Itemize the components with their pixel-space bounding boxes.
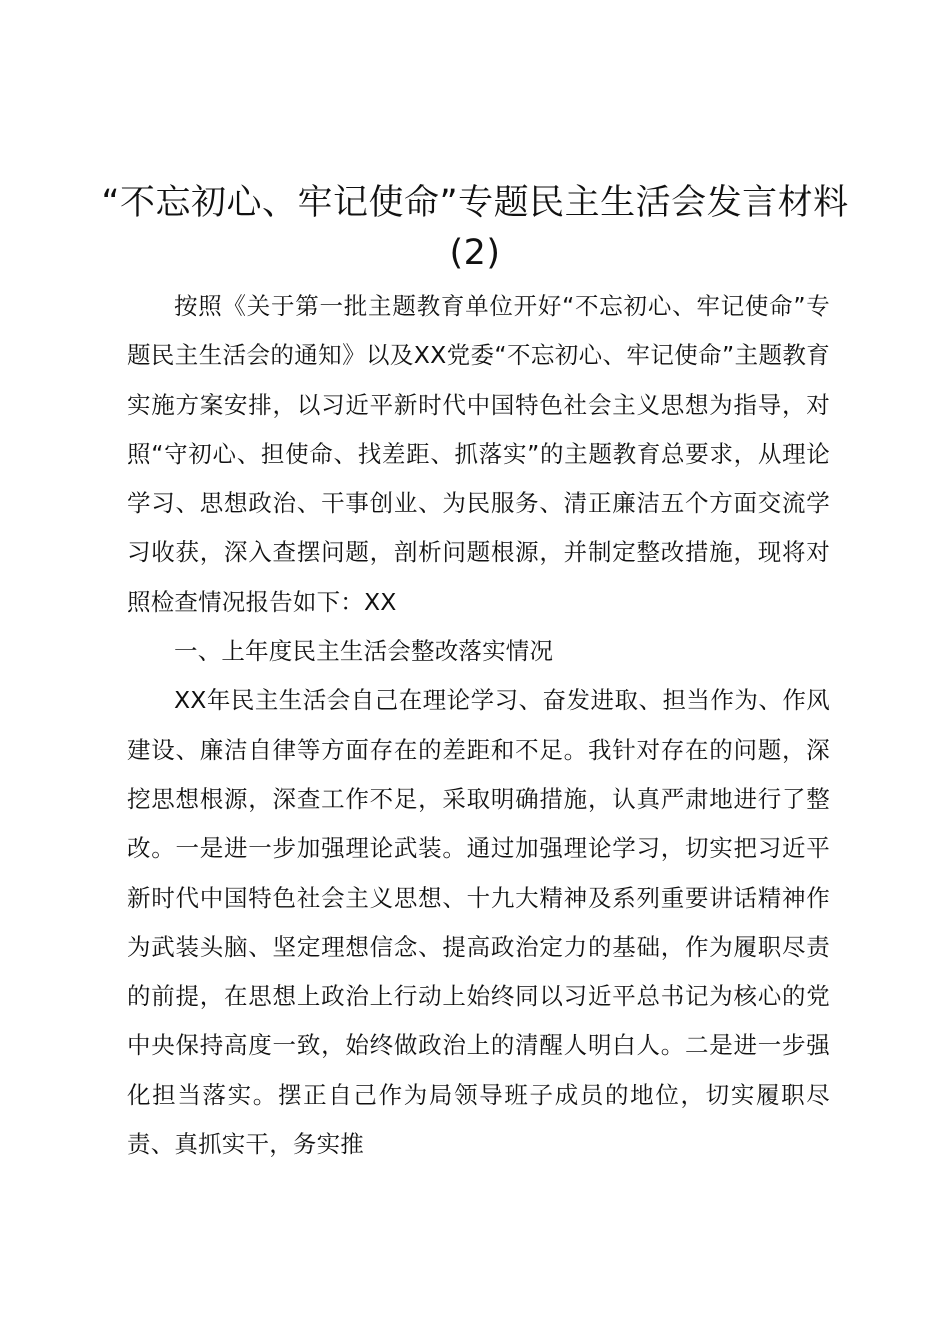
document-body (127, 282, 830, 1169)
document-title: “不忘初心、牢记使命”专题民主生活会发言材料(2) (101, 183, 849, 273)
section-heading-1: 一、上年度民主生活会整改落实情况 (174, 637, 554, 666)
paragraph-intro: 按照《关于第一批主题教育单位开好“不忘初心、牢记使命”专题民主生活会的通知》以及XX党委“不忘初心、牢记使命”主题教育实施方案安排，以习近平新时代中国特色社会主义思想为指导，对照“守初心、担使命、找差距、抓落实”的主题教育总要求，从理论学习、思想政治、干事创业、为民服务、清正廉洁五个方面交流学习收获，深入查摆问题，剖析问题根源，并制定整改措施，现将对照检查情况报告如下：XX (127, 292, 830, 616)
paragraph-rectification: XX年民主生活会自己在理论学习、奋发进取、担当作为、作风建设、廉洁自律等方面存在的差距和不足。我针对存在的问题，深挖思想根源，深查工作不足，采取明确措施，认真严肃地进行了整改。一是进一步加强理论武装。通过加强理论学习，切实把习近平新时代中国特色社会主义思想、十九大精神及系列重要讲话精神作为武装头脑、坚定理想信念、提高政治定力的基础，作为履职尽责的前提，在思想上政治上行动上始终同以习近平总书记为核心的党中央保持高度一致，始终做政治上的清醒人明白人。二是进一步强化担当落实。摆正自己作为局领导班子成员的地位，切实履职尽责、真抓实干，务实推 (127, 686, 830, 1159)
